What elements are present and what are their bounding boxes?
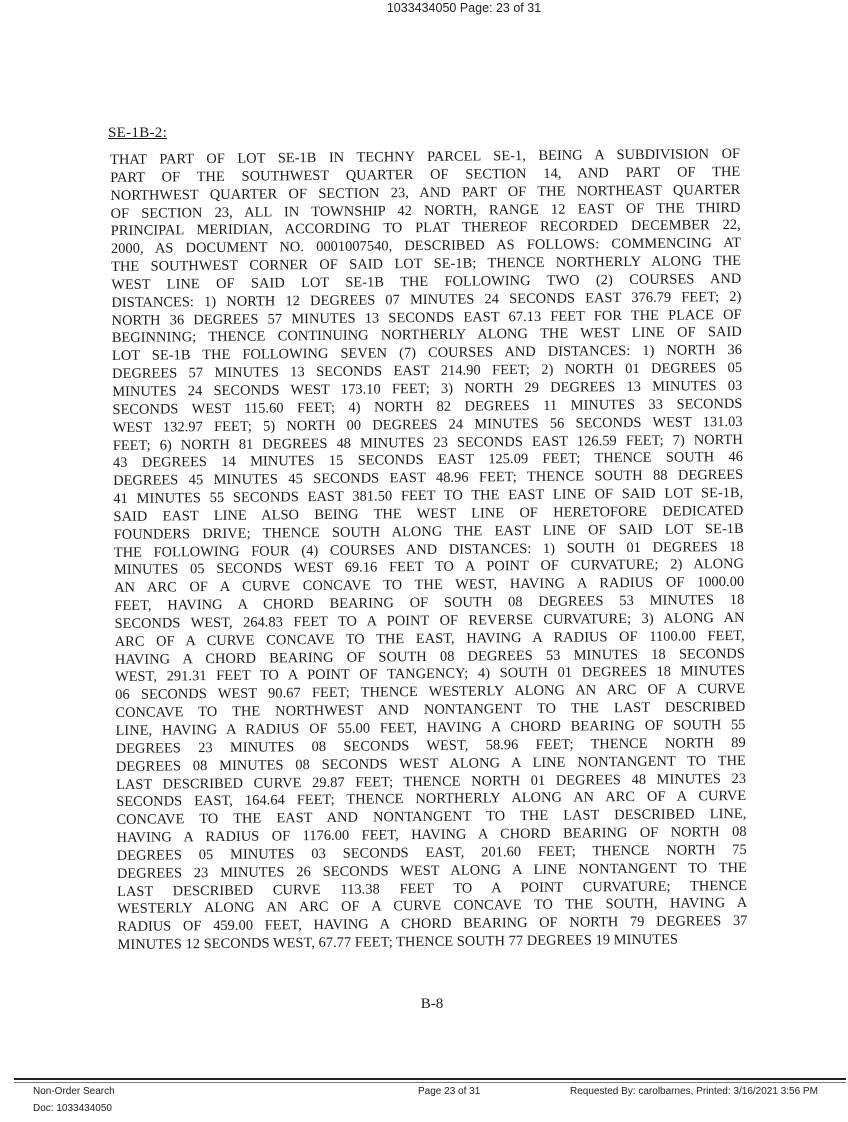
legal-description-line: BEGINNING; THENCE CONTINUING NORTHERLY ALONG THE WEST LINE OF SAID (111, 324, 742, 347)
legal-description-line: LAST DESCRIBED CURVE 113.38 FEET TO A POINT CURVATURE; THENCE (117, 877, 748, 900)
legal-description-line: DEGREES 23 MINUTES 08 SECONDS WEST, 58.96 FEET; THENCE NORTH 89 (115, 734, 746, 757)
legal-description-line: DISTANCES: 1) NORTH 12 DEGREES 07 MINUTES 24 SECONDS EAST 376.79 FEET; 2) (111, 288, 742, 311)
legal-description-line: DEGREES 57 MINUTES 13 SECONDS EAST 214.90 FEET; 2) NORTH 01 DEGREES 05 (112, 360, 743, 383)
legal-description-line: SECONDS WEST 115.60 FEET; 4) NORTH 82 DEGREES 11 MINUTES 33 SECONDS (112, 395, 743, 418)
footer-page-number: Page 23 of 31 (418, 1086, 481, 1097)
legal-description-line: WEST 132.97 FEET; 5) NORTH 00 DEGREES 24 MINUTES 56 SECONDS WEST 131.03 (112, 413, 743, 436)
legal-description-line: PRINCIPAL MERIDIAN, ACCORDING TO PLAT THEREOF RECORDED DECEMBER 22, (110, 217, 741, 240)
legal-description-line: THAT PART OF LOT SE-1B IN TECHNY PARCEL SE-1, BEING A SUBDIVISION OF (110, 145, 741, 168)
section-heading: SE-1B-2: (108, 125, 168, 141)
legal-description-line: WESTERLY ALONG AN ARC OF A CURVE CONCAVE TO THE SOUTH, HAVING A (117, 895, 748, 918)
legal-description-line: FOUNDERS DRIVE; THENCE SOUTH ALONG THE EAST LINE OF SAID LOT SE-1B (113, 520, 744, 543)
legal-description-line: CONCAVE TO THE NORTHWEST AND NONTANGENT TO THE LAST DESCRIBED (115, 699, 746, 722)
legal-description-line: WEST LINE OF SAID LOT SE-1B THE FOLLOWING TWO (2) COURSES AND (111, 270, 742, 293)
footer-requested-by: Requested By: carolbarnes, Printed: 3/16/2021 3:56 PM (570, 1086, 818, 1097)
legal-description-line: LAST DESCRIBED CURVE 29.87 FEET; THENCE NORTH 01 DEGREES 48 MINUTES 23 (115, 770, 747, 793)
legal-description-line: SECONDS EAST, 164.64 FEET; THENCE NORTHERLY ALONG AN ARC OF A CURVE (116, 788, 747, 811)
legal-description-line: HAVING A CHORD BEARING OF SOUTH 08 DEGREES 53 MINUTES 18 SECONDS (114, 645, 745, 668)
legal-description-line: THE SOUTHWEST CORNER OF SAID LOT SE-1B; THENCE NORTHERLY ALONG THE (111, 253, 742, 276)
legal-description-line: SAID EAST LINE ALSO BEING THE WEST LINE OF HERETOFORE DEDICATED (113, 502, 744, 525)
legal-description-line: DEGREES 08 MINUTES 08 SECONDS WEST ALONG A LINE NONTANGENT TO THE (115, 752, 746, 775)
legal-description-line: NORTH 36 DEGREES 57 MINUTES 13 SECONDS EAST 67.13 FEET FOR THE PLACE OF (111, 306, 742, 329)
legal-description-line: DEGREES 45 MINUTES 45 SECONDS EAST 48.96 FEET; THENCE SOUTH 88 DEGREES (113, 467, 744, 490)
legal-description-line: WEST, 291.31 FEET TO A POINT OF TANGENCY; 4) SOUTH 01 DEGREES 18 MINUTES (114, 663, 746, 686)
footer-divider (14, 1078, 846, 1080)
legal-description-line: AN ARC OF A CURVE CONCAVE TO THE WEST, HAVING A RADIUS OF 1000.00 (114, 574, 745, 597)
legal-description-line: CONCAVE TO THE EAST AND NONTANGENT TO THE LAST DESCRIBED LINE, (116, 806, 747, 829)
legal-description-line: 2000, AS DOCUMENT NO. 0001007540, DESCRIBED AS FOLLOWS: COMMENCING AT (110, 235, 741, 258)
legal-description (110, 146, 748, 955)
legal-description-line: FEET; 6) NORTH 81 DEGREES 48 MINUTES 23 SECONDS EAST 126.59 FEET; 7) NORTH (112, 431, 743, 454)
legal-description-line: DEGREES 05 MINUTES 03 SECONDS EAST, 201.60 FEET; THENCE NORTH 75 (116, 841, 747, 864)
exhibit-page-label: B-8 (420, 996, 444, 1012)
footer-search-type: Non-Order Search (33, 1086, 115, 1097)
legal-description-line: MINUTES 05 SECONDS WEST 69.16 FEET TO A POINT OF CURVATURE; 2) ALONG (113, 556, 745, 579)
legal-description-line: THE FOLLOWING FOUR (4) COURSES AND DISTANCES: 1) SOUTH 01 DEGREES 18 (113, 538, 744, 561)
legal-description-line: 41 MINUTES 55 SECONDS EAST 381.50 FEET TO THE EAST LINE OF SAID LOT SE-1B, (113, 484, 744, 508)
legal-description-line: FEET, HAVING A CHORD BEARING OF SOUTH 08 DEGREES 53 MINUTES 18 (114, 592, 745, 615)
legal-description-line: MINUTES 12 SECONDS WEST, 67.77 FEET; THENCE SOUTH 77 DEGREES 19 MINUTES (117, 931, 679, 954)
legal-description-line: ARC OF A CURVE CONCAVE TO THE EAST, HAVING A RADIUS OF 1100.00 FEET, (114, 627, 745, 650)
legal-description-line: RADIUS OF 459.00 FEET, HAVING A CHORD BEARING OF NORTH 79 DEGREES 37 (117, 913, 748, 936)
legal-description-line: 43 DEGREES 14 MINUTES 15 SECONDS EAST 125.09 FEET; THENCE SOUTH 46 (112, 449, 744, 472)
footer-divider-thin (14, 1082, 846, 1083)
legal-description-line: DEGREES 23 MINUTES 26 SECONDS WEST ALONG A LINE NONTANGENT TO THE (116, 859, 747, 882)
legal-description-line: OF SECTION 23, ALL IN TOWNSHIP 42 NORTH, RANGE 12 EAST OF THE THIRD (110, 199, 741, 222)
legal-description-line: LOT SE-1B THE FOLLOWING SEVEN (7) COURSES AND DISTANCES: 1) NORTH 36 (111, 342, 743, 365)
document-page-header: 1033434050 Page: 23 of 31 (386, 1, 542, 15)
legal-description-line: 06 SECONDS WEST 90.67 FEET; THENCE WESTERLY ALONG AN ARC OF A CURVE (115, 681, 746, 704)
legal-description-line: HAVING A RADIUS OF 1176.00 FEET, HAVING A CHORD BEARING OF NORTH 08 (116, 823, 747, 847)
legal-description-line: PART OF THE SOUTHWEST QUARTER OF SECTION 14, AND PART OF THE (110, 163, 741, 186)
legal-description-line: SECONDS WEST, 264.83 FEET TO A POINT OF REVERSE CURVATURE; 3) ALONG AN (114, 609, 745, 632)
legal-description-line: LINE, HAVING A RADIUS OF 55.00 FEET, HAVING A CHORD BEARING OF SOUTH 55 (115, 716, 746, 739)
legal-description-line: MINUTES 24 SECONDS WEST 173.10 FEET; 3) NORTH 29 DEGREES 13 MINUTES 03 (112, 377, 743, 400)
footer-doc-number: Doc: 1033434050 (33, 1103, 112, 1114)
legal-description-line: NORTHWEST QUARTER OF SECTION 23, AND PART OF THE NORTHEAST QUARTER (110, 181, 741, 204)
